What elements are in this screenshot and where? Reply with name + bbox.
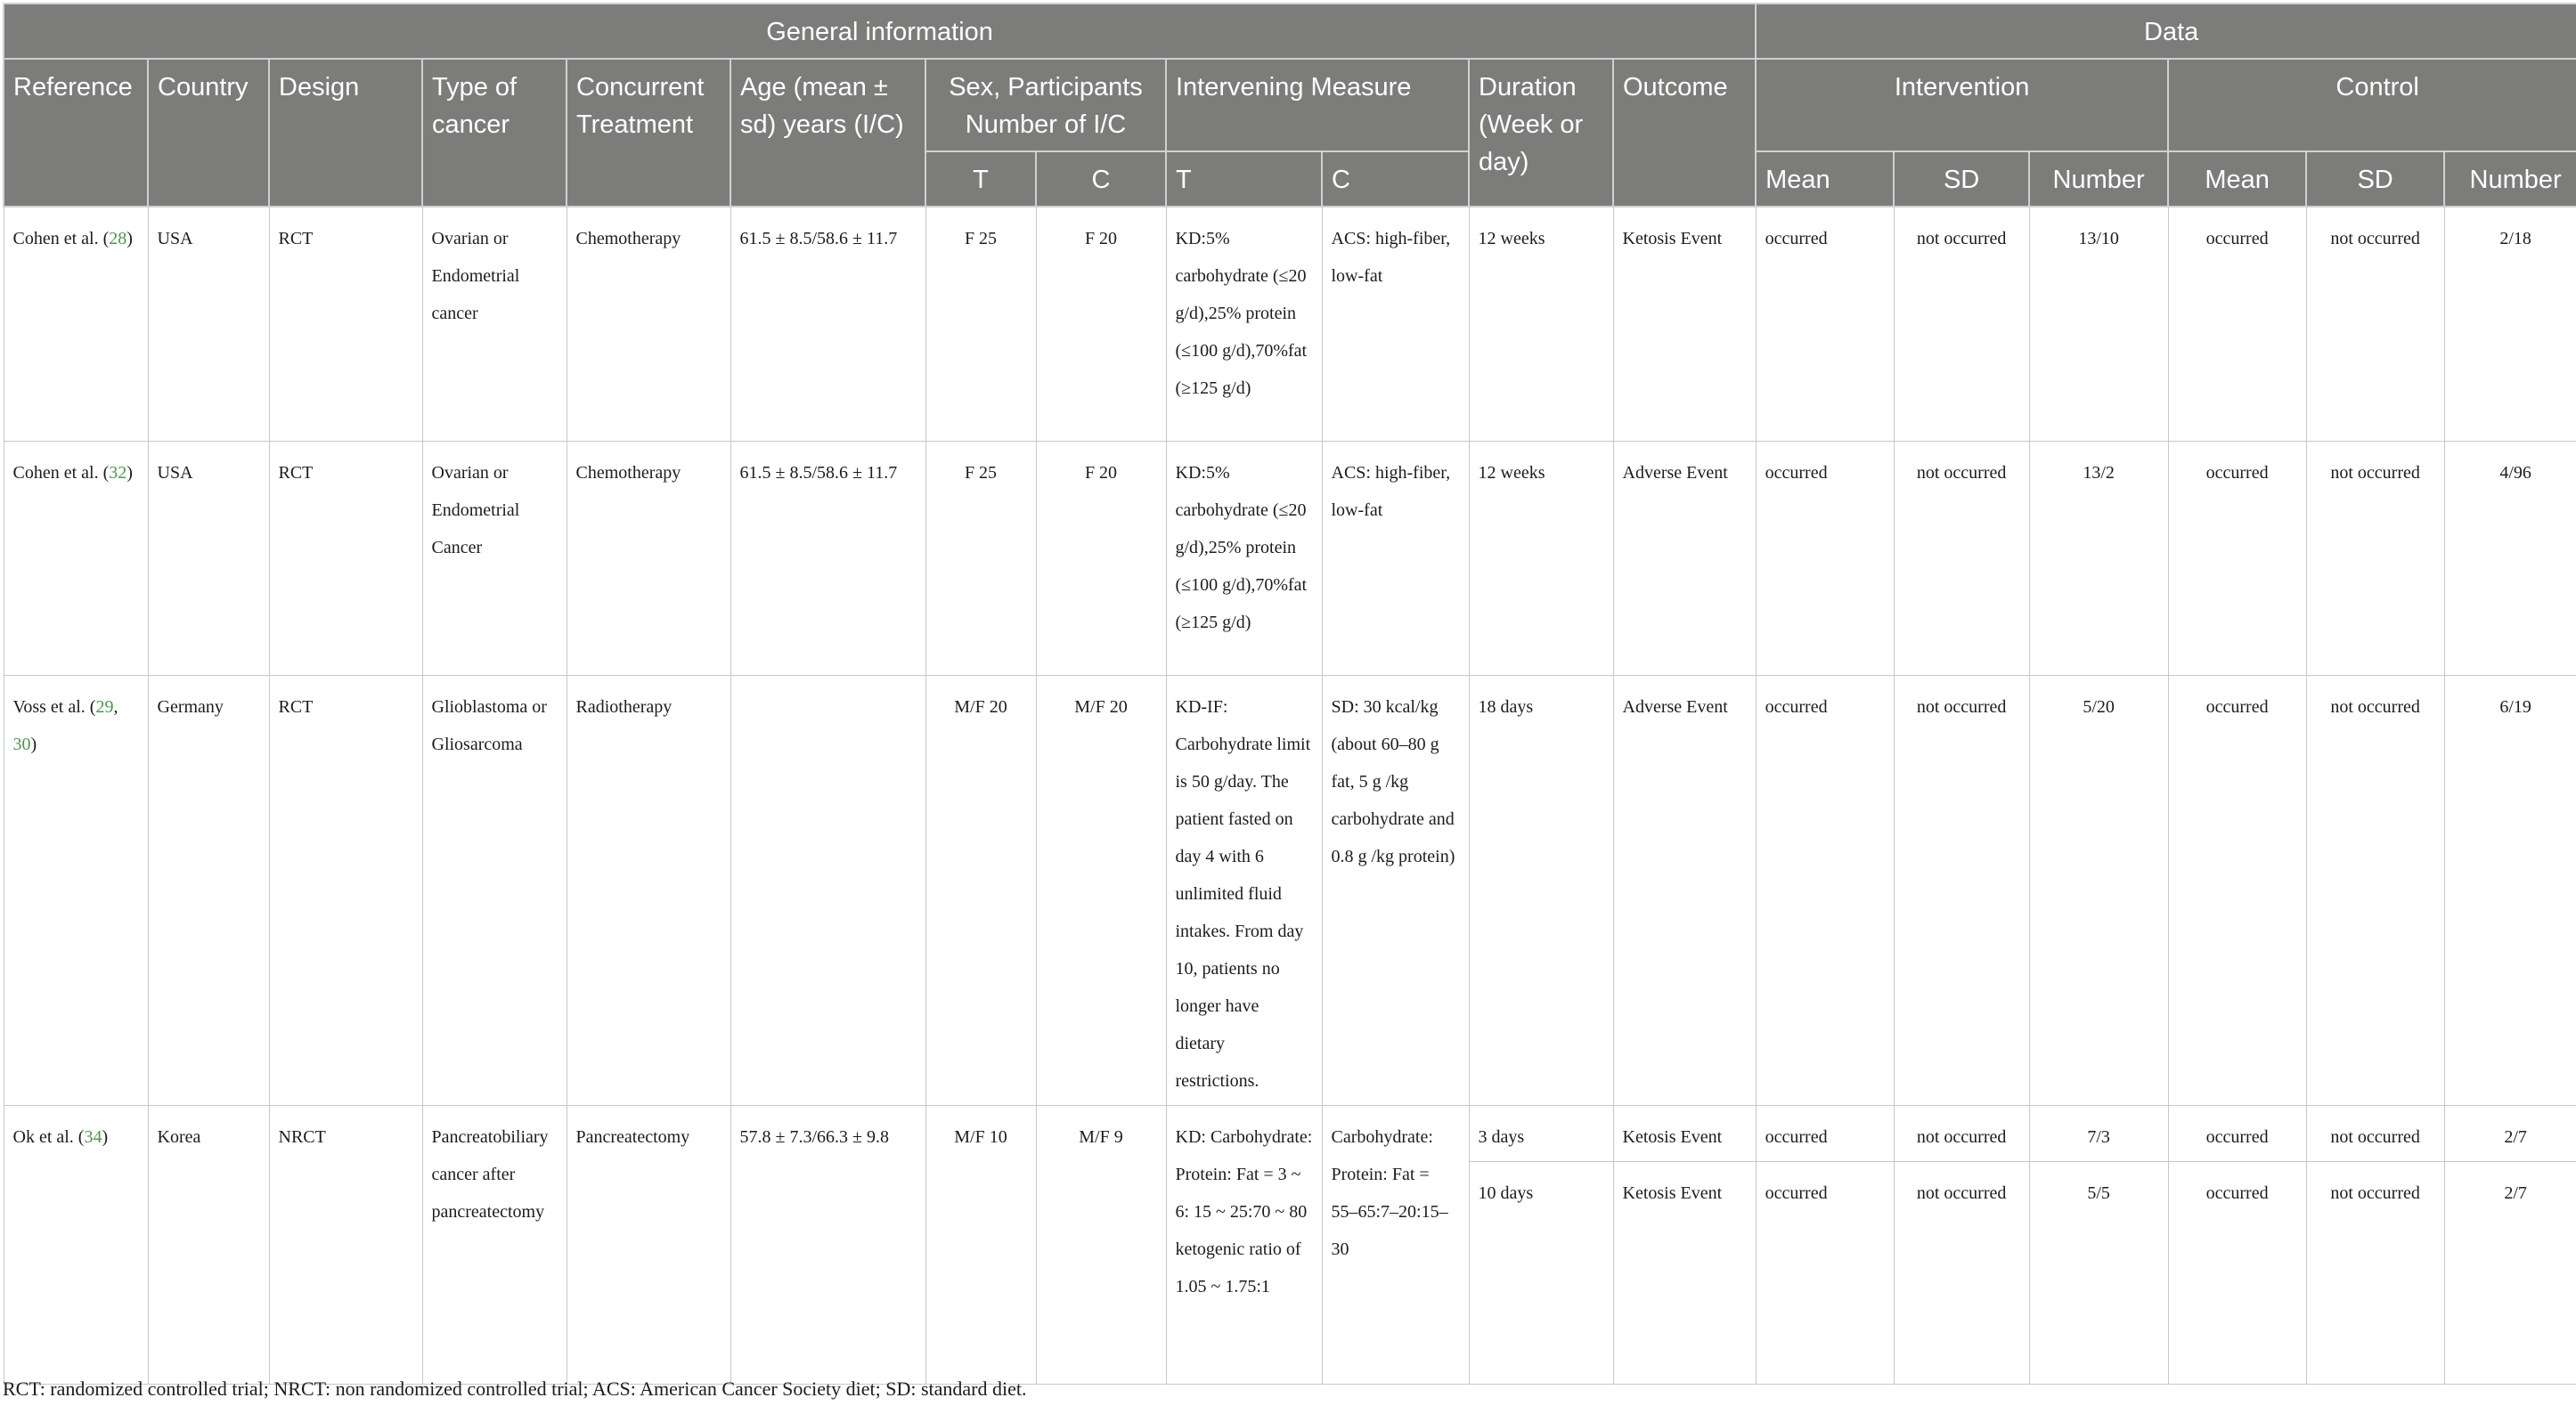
cell-intervention-sd: not occurred <box>1894 1105 2029 1161</box>
cell-cancer: Ovarian or Endometrial cancer <box>422 207 567 441</box>
header-control-number: Number <box>2444 151 2576 207</box>
cell-control-number: 2/7 <box>2444 1161 2576 1384</box>
cell-cancer: Ovarian or Endometrial Cancer <box>422 441 567 675</box>
reference-close: ) <box>102 1126 109 1147</box>
header-reference: Reference <box>4 59 148 207</box>
cell-treatment: Pancreatectomy <box>567 1105 730 1384</box>
cell-duration: 18 days <box>1469 675 1613 1105</box>
cell-intervention-mean: occurred <box>1756 441 1894 675</box>
reference-close: ) <box>126 462 133 483</box>
header-intervention-number: Number <box>2029 151 2168 207</box>
cell-measure-c: SD: 30 kcal/kg (about 60–80 g fat, 5 g /kg carbohydrate and 0.8 g /kg protein) <box>1322 675 1469 1105</box>
cell-reference <box>4 441 148 675</box>
cell-reference <box>4 675 148 1105</box>
cell-treatment: Radiotherapy <box>567 675 730 1105</box>
cell-design: NRCT <box>269 1105 422 1384</box>
cell-duration: 12 weeks <box>1469 207 1613 441</box>
cell-measure-c: ACS: high-fiber, low-fat <box>1322 441 1469 675</box>
reference-link[interactable]: 30 <box>12 734 31 754</box>
cell-intervention-mean: occurred <box>1756 207 1894 441</box>
cell-intervention-number: 13/2 <box>2029 441 2168 675</box>
cell-age: 61.5 ± 8.5/58.6 ± 11.7 <box>730 207 925 441</box>
cell-intervention-sd: not occurred <box>1894 1161 2029 1384</box>
reference-link[interactable]: 34 <box>84 1126 102 1147</box>
cell-reference <box>4 207 148 441</box>
cell-outcome: Adverse Event <box>1613 441 1756 675</box>
header-measure-c: C <box>1322 151 1469 207</box>
reference-close: ) <box>30 734 37 754</box>
cell-control-number: 4/96 <box>2444 441 2576 675</box>
cell-intervention-sd: not occurred <box>1894 207 2029 441</box>
cell-country: Germany <box>148 675 269 1105</box>
cell-control-mean: occurred <box>2168 1105 2306 1161</box>
header-concurrent-treatment: Concurrent Treatment <box>567 59 730 207</box>
header-intervention: Intervention <box>1756 59 2168 151</box>
cell-control-mean: occurred <box>2168 441 2306 675</box>
header-intervention-sd: SD <box>1894 151 2029 207</box>
cell-measure-t: KD:5% carbohydrate (≤20 g/d),25% protein (≤100 g/d),70%fat (≥125 g/d) <box>1166 207 1322 441</box>
cell-control-mean: occurred <box>2168 675 2306 1105</box>
cell-reference <box>4 1105 148 1384</box>
cell-sex-t: F 25 <box>925 207 1036 441</box>
cell-measure-t: KD: Carbohydrate: Protein: Fat = 3 ~ 6: 15 ~ 25:70 ~ 80 ketogenic ratio of 1.05 ~ 1.75:1 <box>1166 1105 1322 1384</box>
cell-measure-t: KD:5% carbohydrate (≤20 g/d),25% protein (≤100 g/d),70%fat (≥125 g/d) <box>1166 441 1322 675</box>
header-data: Data <box>1756 4 2576 59</box>
cell-design: RCT <box>269 675 422 1105</box>
cell-sex-t: M/F 10 <box>925 1105 1036 1384</box>
header-measure-t: T <box>1166 151 1322 207</box>
cell-design: RCT <box>269 441 422 675</box>
cell-measure-t: KD-IF: Carbohydrate limit is 50 g/day. The patient fasted on day 4 with 6 unlimited fluid intakes. From day 10, patients no longer have dietary restrictions. <box>1166 675 1322 1105</box>
cell-duration: 10 days <box>1469 1161 1613 1384</box>
cell-design: RCT <box>269 207 422 441</box>
header-general-information: General information <box>4 4 1756 59</box>
reference-close: ) <box>126 229 133 248</box>
table-row <box>4 441 2576 675</box>
cell-intervention-number: 7/3 <box>2029 1105 2168 1161</box>
cell-control-sd: not occurred <box>2306 441 2444 675</box>
cell-age: 57.8 ± 7.3/66.3 ± 9.8 <box>730 1105 925 1384</box>
cell-cancer: Glioblastoma or Gliosarcoma <box>422 675 567 1105</box>
cell-intervention-sd: not occurred <box>1894 441 2029 675</box>
cell-age <box>730 675 925 1105</box>
header-design: Design <box>269 59 422 207</box>
cell-control-sd: not occurred <box>2306 1161 2444 1384</box>
table-footnote: RCT: randomized controlled trial; NRCT: non randomized controlled trial; ACS: American Cancer Society diet; SD: standard diet. <box>3 1377 1027 1400</box>
cell-control-sd: not occurred <box>2306 675 2444 1105</box>
cell-treatment: Chemotherapy <box>567 441 730 675</box>
header-control-sd: SD <box>2306 151 2444 207</box>
cell-sex-t: F 25 <box>925 441 1036 675</box>
reference-author: Cohen et al. ( <box>12 229 110 248</box>
cell-intervention-mean: occurred <box>1756 1161 1894 1384</box>
reference-link[interactable]: 28 <box>109 229 127 248</box>
cell-outcome: Ketosis Event <box>1613 207 1756 441</box>
cell-country: Korea <box>148 1105 269 1384</box>
header-intervening-measure: Intervening Measure <box>1166 59 1469 151</box>
header-intervention-mean: Mean <box>1756 151 1894 207</box>
cell-outcome: Ketosis Event <box>1613 1105 1756 1161</box>
cell-country: USA <box>148 441 269 675</box>
cell-control-mean: occurred <box>2168 207 2306 441</box>
cell-duration: 12 weeks <box>1469 441 1613 675</box>
cell-cancer: Pancreatobiliary cancer after pancreatectomy <box>422 1105 567 1384</box>
table-row <box>4 207 2576 441</box>
cell-outcome: Ketosis Event <box>1613 1161 1756 1384</box>
reference-link[interactable]: 29 <box>95 696 114 717</box>
cell-control-sd: not occurred <box>2306 1105 2444 1161</box>
cell-age: 61.5 ± 8.5/58.6 ± 11.7 <box>730 441 925 675</box>
table-row <box>4 1105 2576 1161</box>
cell-outcome: Adverse Event <box>1613 675 1756 1105</box>
cell-sex-t: M/F 20 <box>925 675 1036 1105</box>
cell-control-sd: not occurred <box>2306 207 2444 441</box>
header-type-of-cancer: Type of cancer <box>422 59 567 207</box>
header-age: Age (mean ± sd) years (I/C) <box>730 59 925 207</box>
cell-measure-c: ACS: high-fiber, low-fat <box>1322 207 1469 441</box>
table-row <box>4 675 2576 1105</box>
header-duration: Duration (Week or day) <box>1469 59 1613 207</box>
reference-author: Ok et al. ( <box>12 1126 85 1147</box>
cell-intervention-mean: occurred <box>1756 1105 1894 1161</box>
cell-country: USA <box>148 207 269 441</box>
cell-control-number: 2/18 <box>2444 207 2576 441</box>
cell-intervention-sd: not occurred <box>1894 675 2029 1105</box>
header-outcome: Outcome <box>1613 59 1756 207</box>
header-control-mean: Mean <box>2168 151 2306 207</box>
cell-sex-c: F 20 <box>1036 207 1166 441</box>
cell-intervention-number: 5/20 <box>2029 675 2168 1105</box>
header-country: Country <box>148 59 269 207</box>
data-table <box>3 3 2576 1385</box>
cell-intervention-number: 5/5 <box>2029 1161 2168 1384</box>
cell-duration: 3 days <box>1469 1105 1613 1161</box>
cell-sex-c: M/F 20 <box>1036 675 1166 1105</box>
reference-link[interactable]: 32 <box>109 462 127 483</box>
header-sex-t: T <box>925 151 1036 207</box>
header-sex-participants: Sex, Participants Number of I/C <box>925 59 1166 151</box>
cell-control-number: 2/7 <box>2444 1105 2576 1161</box>
cell-intervention-mean: occurred <box>1756 675 1894 1105</box>
reference-author: Voss et al. ( <box>12 696 96 717</box>
cell-control-mean: occurred <box>2168 1161 2306 1384</box>
cell-sex-c: M/F 9 <box>1036 1105 1166 1384</box>
header-sex-c: C <box>1036 151 1166 207</box>
cell-treatment: Chemotherapy <box>567 207 730 441</box>
header-control: Control <box>2168 59 2576 151</box>
reference-separator: , <box>113 696 118 717</box>
cell-sex-c: F 20 <box>1036 441 1166 675</box>
cell-measure-c: Carbohydrate: Protein: Fat = 55–65:7–20:15–30 <box>1322 1105 1469 1384</box>
reference-author: Cohen et al. ( <box>12 462 110 483</box>
cell-control-number: 6/19 <box>2444 675 2576 1105</box>
cell-intervention-number: 13/10 <box>2029 207 2168 441</box>
